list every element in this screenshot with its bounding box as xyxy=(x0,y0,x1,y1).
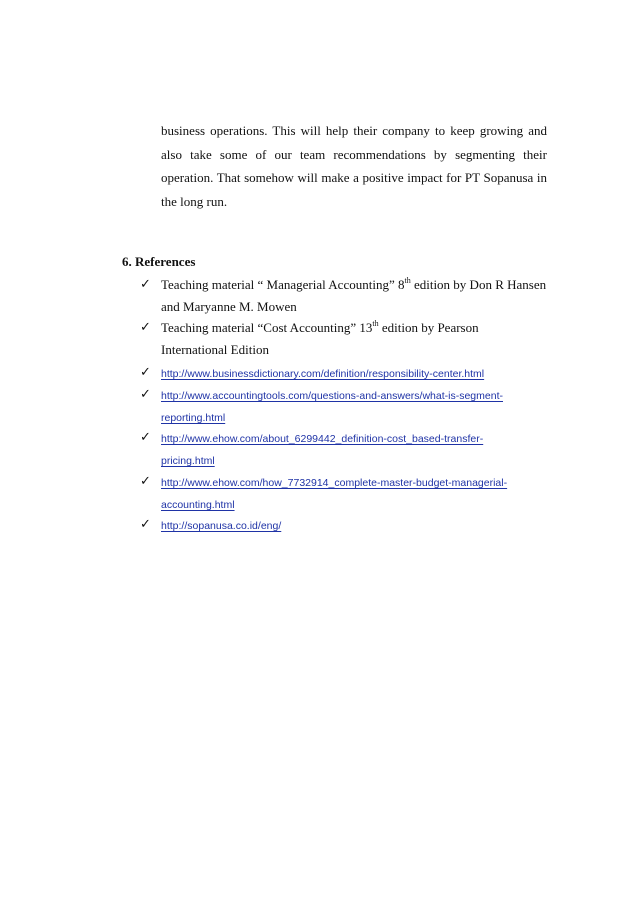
reference-link[interactable] xyxy=(161,472,561,516)
reference-link[interactable] xyxy=(161,428,561,472)
checkmark-icon: ✓ xyxy=(140,430,151,445)
link-text[interactable]: accounting.html xyxy=(161,499,235,511)
reference-line: Teaching material “ Managerial Accounting” 8th edition by Don R Hansen xyxy=(161,276,547,292)
link-text[interactable]: reporting.html xyxy=(161,412,226,424)
reference-link[interactable] xyxy=(161,515,561,537)
paragraph-line: business operations. This will help their company to keep growing and xyxy=(161,123,547,138)
checkmark-icon: ✓ xyxy=(140,277,151,292)
superscript: th xyxy=(372,319,379,328)
reference-text xyxy=(161,317,561,361)
reference-line: and Maryanne M. Mowen xyxy=(161,299,297,314)
link-text[interactable]: http://www.accountingtools.com/questions-and-answers/what-is-segment- xyxy=(161,390,503,402)
reference-line: International Edition xyxy=(161,342,269,357)
reference-link[interactable] xyxy=(161,385,561,429)
paragraph-line: also take some of our team recommendations by segmenting their xyxy=(161,146,547,162)
references-heading: 6. References xyxy=(122,254,196,269)
link-text[interactable]: http://www.ehow.com/about_6299442_definition-cost_based-transfer- xyxy=(161,433,484,445)
superscript: th xyxy=(404,276,411,285)
checkmark-icon: ✓ xyxy=(140,365,151,380)
checkmark-icon: ✓ xyxy=(140,517,151,532)
link-text[interactable]: http://www.ehow.com/how_7732914_complete-master-budget-managerial- xyxy=(161,477,508,489)
link-text[interactable]: http://sopanusa.co.id/eng/ xyxy=(161,520,282,532)
reference-line: Teaching material “Cost Accounting” 13th edition by Pearson xyxy=(161,319,479,335)
link-text[interactable]: http://www.businessdictionary.com/definition/responsibility-center.html xyxy=(161,368,485,380)
checkmark-icon: ✓ xyxy=(140,474,151,489)
closing-paragraph xyxy=(161,119,547,213)
checkmark-icon: ✓ xyxy=(140,320,151,335)
paragraph-line: the long run. xyxy=(161,193,228,209)
reference-link[interactable] xyxy=(161,363,561,385)
reference-text xyxy=(161,274,561,318)
paragraph-line: operation. That somehow will make a positive impact for PT Sopanusa in xyxy=(161,170,547,185)
checkmark-icon: ✓ xyxy=(140,387,151,402)
link-text[interactable]: pricing.html xyxy=(161,455,215,467)
